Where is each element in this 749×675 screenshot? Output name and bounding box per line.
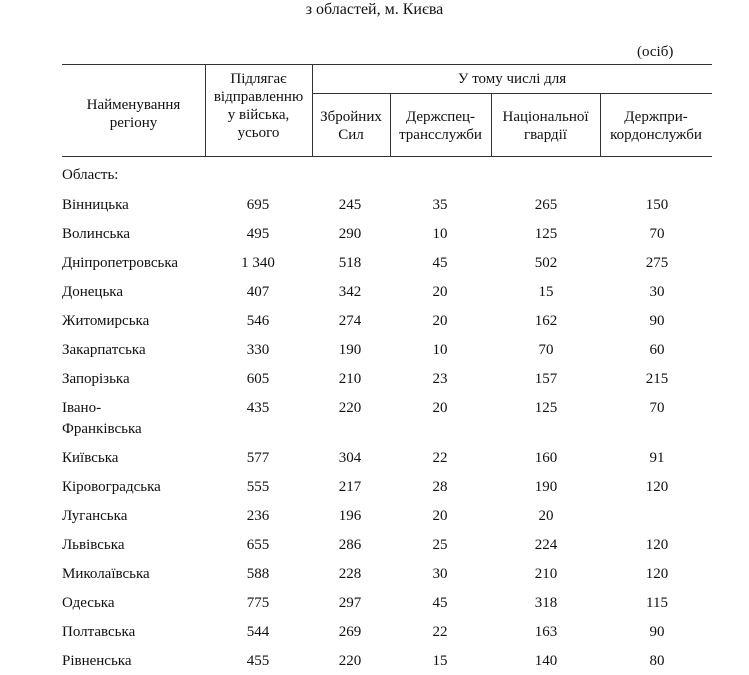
zsu-value: 304 xyxy=(338,450,362,466)
total-value: 236 xyxy=(246,508,270,524)
zsu-value: 290 xyxy=(338,226,362,242)
total-value: 495 xyxy=(246,226,270,242)
dss-value: 20 xyxy=(432,400,448,416)
table-row xyxy=(0,255,749,284)
region-name: Донецька xyxy=(62,284,124,300)
zsu-value: 269 xyxy=(338,624,362,640)
zsu-value: 220 xyxy=(338,400,362,416)
zsu-value: 518 xyxy=(338,255,362,271)
region-name: Одеська xyxy=(62,595,115,611)
dss-value: 20 xyxy=(432,508,448,524)
table-row xyxy=(0,624,749,653)
dss-value: 25 xyxy=(432,537,448,553)
ng-value: 140 xyxy=(534,653,558,669)
table-row xyxy=(0,284,749,313)
zsu-value: 297 xyxy=(338,595,362,611)
dps-value: 70 xyxy=(649,400,665,416)
total-value: 695 xyxy=(246,197,270,213)
table-top-rule xyxy=(62,64,712,65)
dps-value: 275 xyxy=(645,255,669,271)
zsu-value: 342 xyxy=(338,284,362,300)
header-region: Найменування регіону xyxy=(86,97,181,131)
table-row xyxy=(0,450,749,479)
dps-value: 215 xyxy=(645,371,669,387)
ng-value: 125 xyxy=(534,400,558,416)
total-value: 555 xyxy=(246,479,270,495)
region-name: Житомирська xyxy=(62,313,150,329)
ng-value: 265 xyxy=(534,197,558,213)
ng-value: 224 xyxy=(534,537,558,553)
zsu-value: 210 xyxy=(338,371,362,387)
region-name: Дніпропетровська xyxy=(62,255,179,271)
table-row xyxy=(0,653,749,675)
dss-value: 15 xyxy=(432,653,448,669)
total-value: 605 xyxy=(246,371,270,387)
dps-value: 60 xyxy=(649,342,665,358)
table-row xyxy=(0,342,749,371)
zsu-value: 245 xyxy=(338,197,362,213)
total-value: 775 xyxy=(246,595,270,611)
table-row xyxy=(0,226,749,255)
total-value: 435 xyxy=(246,400,270,416)
region-name: Рівненська xyxy=(62,653,132,669)
header-dss: Держспец- трансслужби xyxy=(399,109,482,143)
dss-value: 45 xyxy=(432,595,448,611)
total-value: 588 xyxy=(246,566,270,582)
header-bottom-rule xyxy=(62,156,712,157)
region-name: Київська xyxy=(62,450,119,466)
header-dps: Держпри- кордонслужби xyxy=(610,109,702,143)
region-name: Луганська xyxy=(62,508,128,524)
dps-value: 91 xyxy=(649,450,665,466)
ng-value: 210 xyxy=(534,566,558,582)
dss-value: 10 xyxy=(432,226,448,242)
dps-value: 120 xyxy=(645,479,669,495)
total-value: 577 xyxy=(246,450,270,466)
dps-value: 115 xyxy=(646,595,668,611)
header-total: Підлягає відправленню у війська, усього xyxy=(213,71,304,141)
dps-value: 120 xyxy=(645,566,669,582)
table-row xyxy=(0,537,749,566)
total-value: 455 xyxy=(246,653,270,669)
region-name: Миколаївська xyxy=(62,566,150,582)
dps-value: 90 xyxy=(649,313,665,329)
dss-value: 22 xyxy=(432,450,448,466)
ng-value: 318 xyxy=(534,595,558,611)
dss-value: 22 xyxy=(432,624,448,640)
ng-value: 160 xyxy=(534,450,558,466)
unit-label: (осіб) xyxy=(637,44,674,60)
dss-value: 45 xyxy=(432,255,448,271)
ng-value: 70 xyxy=(538,342,554,358)
ng-value: 157 xyxy=(534,371,558,387)
dps-value: 80 xyxy=(649,653,665,669)
region-name: Вінницька xyxy=(62,197,129,213)
zsu-value: 286 xyxy=(338,537,362,553)
dps-value: 150 xyxy=(645,197,669,213)
zsu-value: 196 xyxy=(338,508,362,524)
table-row xyxy=(0,595,749,624)
table-caption: з областей, м. Києва xyxy=(305,1,444,18)
total-value: 546 xyxy=(246,313,270,329)
total-value: 655 xyxy=(246,537,270,553)
dss-value: 28 xyxy=(432,479,448,495)
table-row xyxy=(0,479,749,508)
ng-value: 163 xyxy=(534,624,558,640)
dps-value: 90 xyxy=(649,624,665,640)
total-value: 1 340 xyxy=(241,255,275,271)
zsu-value: 228 xyxy=(338,566,362,582)
zsu-value: 217 xyxy=(338,479,362,495)
region-name: Кіровоградська xyxy=(62,479,161,495)
dss-value: 20 xyxy=(432,313,448,329)
zsu-value: 190 xyxy=(338,342,362,358)
table-row xyxy=(0,508,749,537)
zsu-value: 274 xyxy=(338,313,362,329)
dss-value: 10 xyxy=(432,342,448,358)
zsu-value: 220 xyxy=(338,653,362,669)
header-zsu: Збройних Сил xyxy=(320,109,382,143)
region-name: Івано- xyxy=(62,400,102,416)
table-row xyxy=(0,371,749,400)
dss-value: 20 xyxy=(432,284,448,300)
total-value: 407 xyxy=(246,284,270,300)
ng-value: 125 xyxy=(534,226,558,242)
header-group: У тому числі для xyxy=(457,71,567,87)
table-row xyxy=(0,197,749,226)
dss-value: 35 xyxy=(432,197,448,213)
ng-value: 20 xyxy=(538,508,554,524)
group-divider-rule xyxy=(312,93,712,94)
total-value: 330 xyxy=(246,342,270,358)
ng-value: 15 xyxy=(538,284,554,300)
dss-value: 30 xyxy=(432,566,448,582)
dps-value: 70 xyxy=(649,226,665,242)
ng-value: 190 xyxy=(534,479,558,495)
region-name: Закарпатська xyxy=(62,342,146,358)
table-row xyxy=(0,313,749,342)
region-name: Волинська xyxy=(62,226,131,242)
region-name: Львівська xyxy=(62,537,125,553)
table-row xyxy=(0,400,749,448)
ng-value: 162 xyxy=(534,313,558,329)
dps-value: 30 xyxy=(649,284,665,300)
dss-value: 23 xyxy=(432,371,448,387)
region-name: Запорізька xyxy=(62,371,130,387)
region-name: Полтавська xyxy=(62,624,136,640)
dps-value: 120 xyxy=(645,537,669,553)
ng-value: 502 xyxy=(534,255,558,271)
header-ng: Національної гвардії xyxy=(502,109,589,143)
total-value: 544 xyxy=(246,624,270,640)
region-name-continued: Франківська xyxy=(62,421,142,437)
table-row xyxy=(0,566,749,595)
section-label: Область: xyxy=(62,167,119,183)
